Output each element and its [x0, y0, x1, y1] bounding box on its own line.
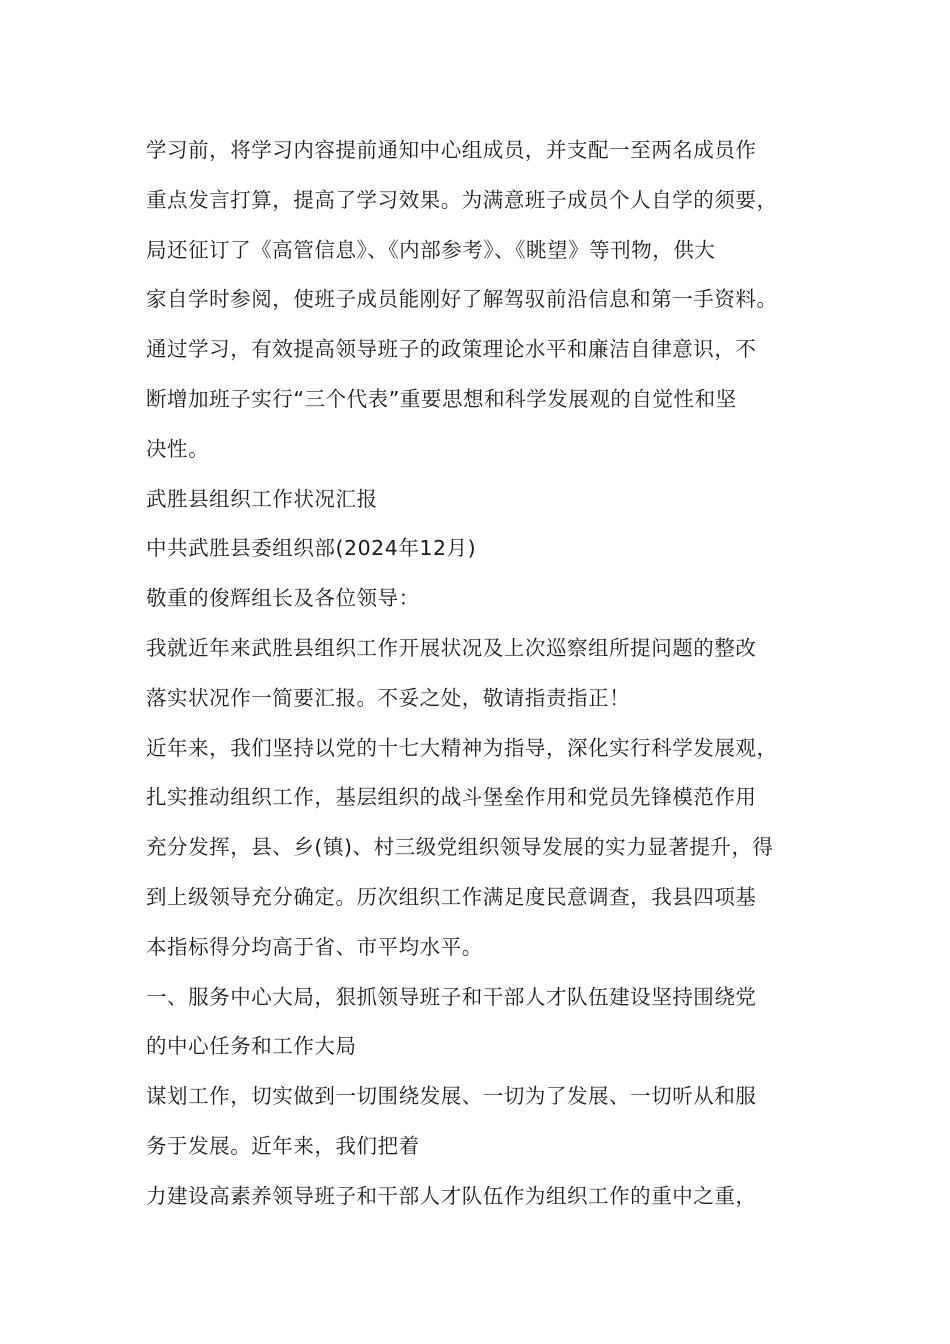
text-line: 我就近年来武胜县组织工作开展状况及上次巡察组所提问题的整改 [146, 635, 757, 660]
text-line: 力建设高素养领导班子和干部人才队伍作为组织工作的重中之重， [146, 1183, 757, 1208]
report-author-date: 中共武胜县委组织部(2024年12月) [146, 536, 477, 561]
document-body [146, 126, 836, 1222]
salutation: 敬重的俊辉组长及各位领导： [146, 586, 420, 611]
text-line: 通过学习，有效提高领导班子的政策理论水平和廉洁自律意识，不 [146, 337, 757, 362]
section-heading: 一、服务中心大局，狠抓领导班子和干部人才队伍建设坚持围绕党 [146, 984, 757, 1009]
section-heading: 的中心任务和工作大局 [146, 1034, 357, 1059]
text-line: 局还征订了《高管信息》、《内部参考》、《眺望》等刊物，供大 [146, 237, 716, 262]
text-line: 本指标得分均高于省、市平均水平。 [146, 934, 483, 959]
text-line: 务于发展。近年来，我们把着 [146, 1133, 420, 1158]
text-line: 近年来，我们坚持以党的十七大精神为指导，深化实行科学发展观， [146, 735, 778, 760]
report-title: 武胜县组织工作状况汇报 [146, 486, 378, 511]
text-line: 决性。 [146, 436, 210, 461]
text-line: 断增加班子实行“三个代表”重要思想和科学发展观的自觉性和坚 [146, 386, 737, 411]
text-line: 到上级领导充分确定。历次组织工作满足度民意调查，我县四项基 [146, 884, 757, 909]
text-line: 重点发言打算，提高了学习效果。为满意班子成员个人自学的须要， [146, 187, 778, 212]
text-line: 谋划工作，切实做到一切围绕发展、一切为了发展、一切听从和服 [146, 1084, 757, 1109]
text-line: 充分发挥，县、乡(镇)、村三级党组织领导发展的实力显著提升，得 [146, 835, 774, 860]
text-line: 学习前，将学习内容提前通知中心组成员，并支配一至两名成员作 [146, 138, 757, 162]
text-line: 扎实推动组织工作，基层组织的战斗堡垒作用和党员先锋模范作用 [146, 785, 757, 810]
text-line: 家自学时参阅，使班子成员能刚好了解驾驭前沿信息和第一手资料。 [146, 287, 778, 312]
text-line: 落实状况作一简要汇报。不妥之处，敬请指责指正！ [146, 685, 631, 710]
